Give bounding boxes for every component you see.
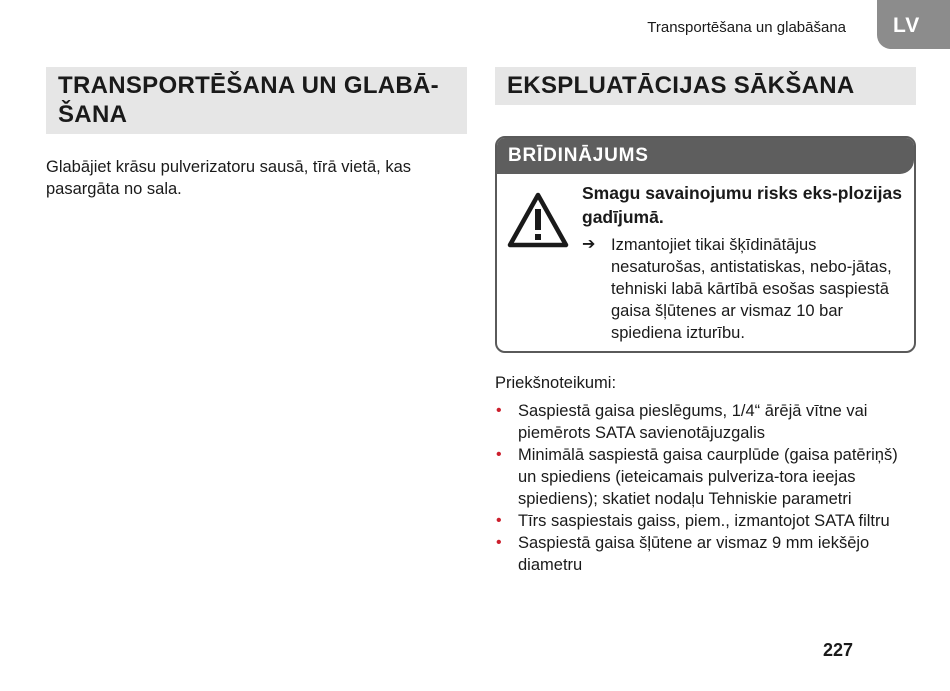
warning-item — [582, 234, 904, 344]
bullet-icon: • — [496, 512, 502, 529]
language-tab: LV — [877, 0, 950, 49]
arrow-right-icon: ➔ — [582, 236, 596, 253]
section-heading-transport — [46, 67, 467, 134]
list-item-text: Saspiestā gaisa pieslēgums, 1/4“ ārējā vītne vai piemērots SATA savienotājuzgalis — [518, 402, 868, 442]
prerequisites-list — [495, 400, 920, 576]
bullet-icon: • — [496, 446, 502, 463]
list-item-text: Minimālā saspiestā gaisa caurplūde (gaisa patēriņš) un spiediens (ieteicamais pulveriza-tora ieejas spiediens); skatiet nodaļu Tehniskie parametri — [518, 446, 898, 508]
list-item — [495, 444, 920, 510]
warning-triangle-icon — [506, 190, 570, 250]
bullet-icon: • — [496, 534, 502, 551]
storage-paragraph: Glabājiet krāsu pulverizatoru sausā, tīrā vietā, kas pasargāta no sala. — [46, 158, 412, 198]
list-item — [495, 510, 920, 532]
list-item — [495, 400, 920, 444]
prerequisites-label: Priekšnoteikumi: — [495, 374, 617, 392]
section-heading-commissioning: EKSPLUATĀCIJAS SĀKŠANA — [495, 67, 916, 105]
heading-line-1: TRANSPORTĒŠANA UN GLABĀ- — [58, 72, 439, 99]
page-number: 227 — [823, 640, 854, 660]
list-item-text: Tīrs saspiestais gaiss, piem., izmantojot SATA filtru — [518, 512, 890, 530]
warning-label: BRĪDINĀJUMS — [497, 138, 914, 174]
warning-title: Smagu savainojumu risks eks-plozijas gadījumā. — [582, 183, 902, 227]
warning-box — [495, 136, 916, 353]
bullet-icon: • — [496, 402, 502, 419]
list-item-text: Saspiestā gaisa šļūtene ar vismaz 9 mm iekšējo diametru — [518, 534, 870, 574]
running-header: Transportēšana un glabāšana — [647, 19, 846, 36]
heading-line-2: ŠANA — [58, 101, 128, 128]
list-item — [495, 532, 920, 576]
warning-item-text: Izmantojiet tikai šķīdinātājus nesaturošas, antistatiskas, nebo-jātas, tehniski labā kārtībā esošas saspiestā gaisa šļūtenes ar vismaz 10 bar spiediena izturību. — [611, 236, 892, 342]
